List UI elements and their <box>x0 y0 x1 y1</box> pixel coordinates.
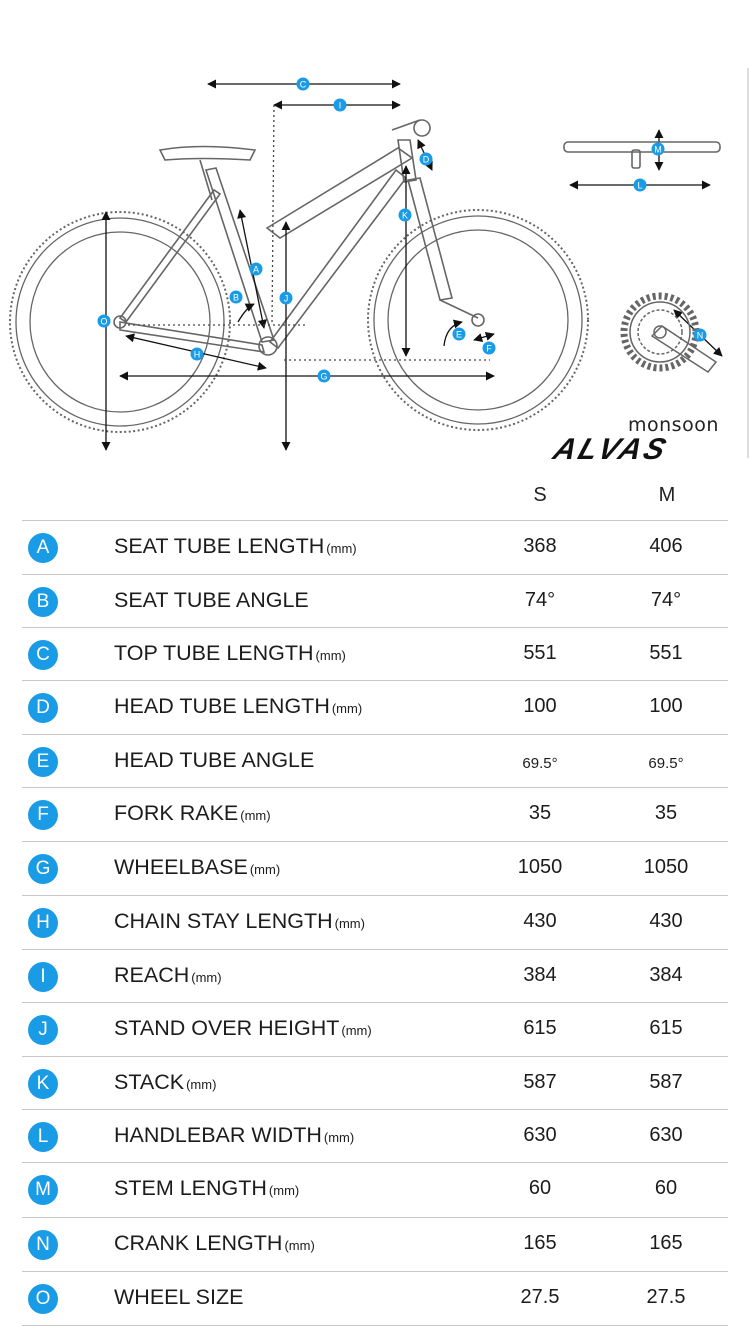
value-size-m: 406 <box>649 535 683 557</box>
row-label-text: HEAD TUBE ANGLE <box>114 748 315 772</box>
table-row <box>22 1056 728 1110</box>
handlebar-icon <box>564 142 720 168</box>
row-label-text: REACH <box>114 963 190 987</box>
row-code-badge: N <box>28 1230 58 1260</box>
value-size-s: 615 <box>523 1017 557 1039</box>
marker-a <box>250 263 263 276</box>
value-size-s: 35 <box>528 802 552 824</box>
svg-text:C: C <box>299 79 307 90</box>
marker-g <box>318 370 331 383</box>
row-unit: (mm) <box>186 1077 217 1092</box>
row-code-badge: O <box>28 1284 58 1314</box>
marker-n <box>694 329 707 342</box>
marker-b <box>230 291 243 304</box>
marker-d <box>420 153 433 166</box>
row-label-text: HANDLEBAR WIDTH <box>114 1123 322 1147</box>
row-label <box>114 534 357 559</box>
value-size-m: 1050 <box>643 856 689 878</box>
row-code-badge: B <box>28 587 58 617</box>
svg-text:H: H <box>193 349 201 360</box>
table-row <box>22 1217 728 1271</box>
row-label <box>114 1285 243 1310</box>
row-label <box>114 1070 216 1095</box>
svg-text:A: A <box>252 264 260 275</box>
value-size-s: 165 <box>523 1232 557 1254</box>
value-size-s: 551 <box>523 642 557 664</box>
row-label-text: WHEELBASE <box>114 855 248 879</box>
row-code-badge: J <box>28 1015 58 1045</box>
row-code-badge: L <box>28 1122 58 1152</box>
row-code-badge: G <box>28 854 58 884</box>
row-label <box>114 855 280 880</box>
row-unit: (mm) <box>341 1023 372 1038</box>
value-size-m: 384 <box>649 964 683 986</box>
row-label <box>114 801 271 826</box>
table-row <box>22 841 728 895</box>
value-size-m: 615 <box>649 1017 683 1039</box>
table-row <box>22 787 728 841</box>
row-label-text: STACK <box>114 1070 185 1094</box>
row-code-badge: C <box>28 640 58 670</box>
row-code-badge: K <box>28 1069 58 1099</box>
row-label-text: FORK RAKE <box>114 801 239 825</box>
bike-geometry-diagram <box>0 0 750 470</box>
table-row <box>22 1162 728 1216</box>
value-size-m: 35 <box>654 802 678 824</box>
row-label-text: STAND OVER HEIGHT <box>114 1016 340 1040</box>
value-size-s: 1050 <box>517 856 563 878</box>
marker-c <box>297 78 310 91</box>
svg-text:B: B <box>232 292 240 303</box>
row-label <box>114 748 314 773</box>
value-size-s: 368 <box>523 535 557 557</box>
value-size-m: 60 <box>654 1177 678 1199</box>
row-label-text: CHAIN STAY LENGTH <box>114 909 333 933</box>
row-code-badge: D <box>28 693 58 723</box>
row-label <box>114 694 362 719</box>
marker-j <box>280 292 293 305</box>
value-size-m: 69.5° <box>648 755 684 772</box>
value-size-m: 165 <box>649 1232 683 1254</box>
row-unit: (mm) <box>284 1238 315 1253</box>
svg-text:M: M <box>654 144 662 155</box>
table-row <box>22 1271 728 1326</box>
svg-text:I: I <box>338 100 342 111</box>
row-label <box>114 1176 299 1201</box>
row-label <box>114 1123 354 1148</box>
brand-logo: ALVAS <box>549 433 673 466</box>
value-size-m: 587 <box>649 1071 683 1093</box>
row-label <box>114 909 365 934</box>
row-unit: (mm) <box>268 1183 300 1198</box>
svg-text:N: N <box>696 330 704 341</box>
row-label-text: HEAD TUBE LENGTH <box>114 694 330 718</box>
value-size-m: 630 <box>649 1124 683 1146</box>
row-unit: (mm) <box>191 970 222 985</box>
marker-e <box>453 328 466 341</box>
row-unit: (mm) <box>334 916 365 931</box>
table-row <box>22 1002 728 1056</box>
row-code-badge: I <box>28 962 58 992</box>
row-unit: (mm) <box>249 862 281 877</box>
row-label-text: TOP TUBE LENGTH <box>114 641 314 665</box>
row-code-badge: F <box>28 800 58 830</box>
value-size-m: 551 <box>649 642 683 664</box>
row-label <box>114 1016 372 1041</box>
size-header-m: M <box>658 484 676 506</box>
svg-text:F: F <box>486 343 492 354</box>
marker-o <box>98 315 111 328</box>
row-unit: (mm) <box>326 541 357 556</box>
row-label <box>114 1231 315 1256</box>
row-label <box>114 641 346 666</box>
marker-k <box>399 209 412 222</box>
value-size-s: 384 <box>523 964 557 986</box>
marker-f <box>483 342 496 355</box>
row-unit: (mm) <box>240 808 271 823</box>
marker-i <box>334 99 347 112</box>
row-label-text: CRANK LENGTH <box>114 1231 283 1255</box>
value-size-s: 27.5 <box>520 1286 560 1308</box>
svg-text:E: E <box>455 329 463 340</box>
svg-text:K: K <box>401 210 409 221</box>
svg-text:D: D <box>422 154 430 165</box>
row-unit: (mm) <box>331 701 363 716</box>
row-code-badge: A <box>28 533 58 563</box>
table-row <box>22 574 728 628</box>
table-row <box>22 1109 728 1163</box>
front-wheel-icon <box>368 210 588 430</box>
value-size-s: 74° <box>524 589 556 611</box>
table-row <box>22 680 728 734</box>
row-unit: (mm) <box>323 1130 355 1145</box>
row-code-badge: H <box>28 908 58 938</box>
brand-tagline: monsoon <box>628 414 719 436</box>
value-size-s: 630 <box>523 1124 557 1146</box>
row-unit: (mm) <box>315 648 346 663</box>
table-row <box>22 895 728 949</box>
svg-text:L: L <box>637 180 643 191</box>
size-header-s: S <box>533 484 547 506</box>
value-size-s: 69.5° <box>522 755 558 772</box>
svg-text:J: J <box>283 293 289 304</box>
marker-l <box>634 179 647 192</box>
table-row <box>22 949 728 1003</box>
value-size-m: 100 <box>649 695 683 717</box>
row-label-text: SEAT TUBE ANGLE <box>114 588 309 612</box>
table-row <box>22 734 728 788</box>
svg-text:O: O <box>100 316 108 327</box>
value-size-m: 27.5 <box>646 1286 686 1308</box>
row-code-badge: M <box>28 1175 58 1205</box>
row-label-text: SEAT TUBE LENGTH <box>114 534 325 558</box>
value-size-s: 430 <box>523 910 557 932</box>
row-label-text: STEM LENGTH <box>114 1176 267 1200</box>
table-row <box>22 627 728 681</box>
marker-h <box>191 348 204 361</box>
value-size-s: 100 <box>523 695 557 717</box>
value-size-m: 74° <box>650 589 682 611</box>
value-size-s: 587 <box>523 1071 557 1093</box>
value-size-m: 430 <box>649 910 683 932</box>
row-code-badge: E <box>28 747 58 777</box>
svg-text:G: G <box>320 371 328 382</box>
row-label <box>114 963 222 988</box>
marker-m <box>652 143 665 156</box>
row-label-text: WHEEL SIZE <box>114 1285 244 1309</box>
row-label <box>114 588 309 613</box>
value-size-s: 60 <box>528 1177 552 1199</box>
table-row <box>22 520 728 574</box>
